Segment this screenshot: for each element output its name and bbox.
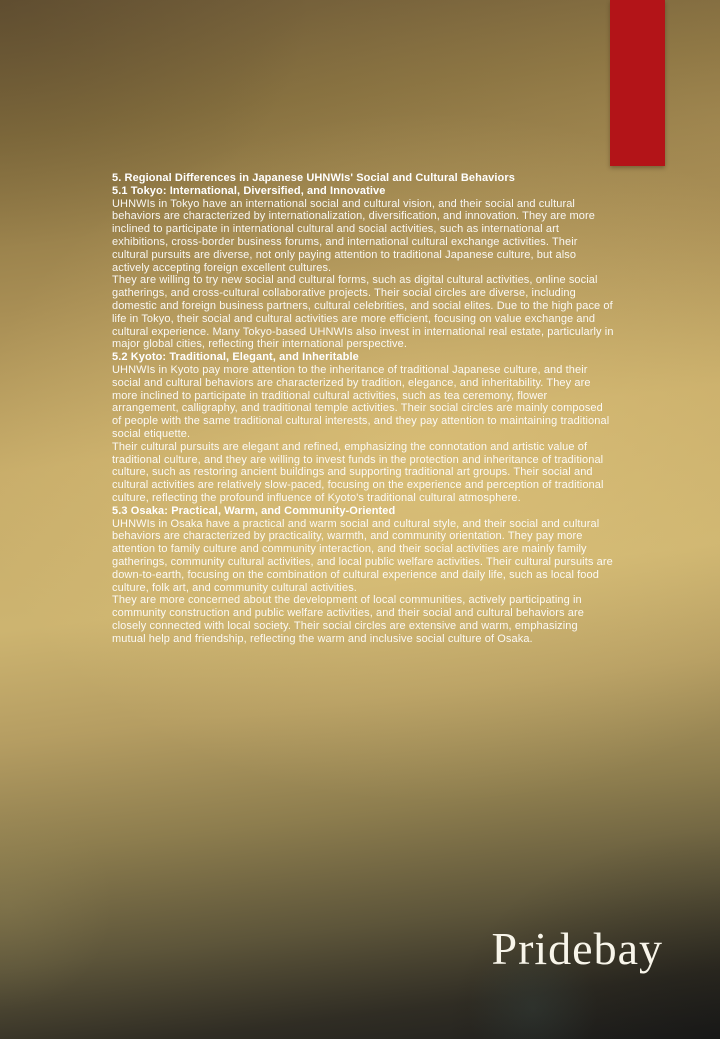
paragraph-tokyo-1: UHNWIs in Tokyo have an international social and cultural vision, and their social and cultural behaviors are characterized by internationalization, diversification, and innovation. They are more inclined to participate in international cultural and social activities, such as international art exhibitions, cross-border business forums, and international cultural exchange activities. Their cultural pursuits are diverse, not only paying attention to traditional Japanese culture, but also actively accepting foreign excellent cultures. xyxy=(112,197,595,274)
heading-tokyo: 5.1 Tokyo: International, Diversified, and Innovative xyxy=(112,184,386,197)
paragraph-osaka-2: They are more concerned about the development of local communities, actively participating in community construction and public welfare activities, and their social and cultural behaviors are closely connected with local society. Their social circles are extensive and warm, emphasizing mutual help and friendship, reflecting the warm and inclusive social culture of Osaka. xyxy=(112,594,584,645)
slide-title: 5. Regional Differences in Japanese UHNWIs' Social and Cultural Behaviors xyxy=(112,172,515,184)
paragraph-osaka-1: UHNWIs in Osaka have a practical and warm social and cultural style, and their social and cultural behaviors are characterized by practicality, warmth, and community orientation. They pay more attention to family culture and community interaction, and their social activities are mainly family gatherings, community cultural activities, and local public welfare activities. Their cultural pursuits are down-to-earth, focusing on the combination of cultural experience and daily life, such as local food culture, folk art, and community cultural activities. xyxy=(112,517,613,594)
slide-content xyxy=(112,172,614,645)
paragraph-tokyo-2: They are willing to try new social and cultural forms, such as digital cultural activities, online social gatherings, and cross-cultural collaborative projects. Their social circles are diverse, including domestic and foreign business partners, cultural celebrities, and social elites. Due to the high pace of life in Tokyo, their social and cultural activities are more efficient, focusing on value exchange and cultural experience. Many Tokyo-based UHNWIs also invest in international real estate, particularly in major global cities, reflecting their international perspective. xyxy=(112,274,614,351)
paragraph-kyoto-1: UHNWIs in Kyoto pay more attention to the inheritance of traditional Japanese culture, and their social and cultural behaviors are characterized by tradition, elegance, and inheritability. They are more inclined to participate in traditional cultural activities, such as tea ceremony, flower arrangement, calligraphy, and traditional temple activities. Their social circles are mainly composed of people with the same traditional cultural interests, and they pay attention to maintaining traditional social etiquette. xyxy=(112,363,610,440)
heading-kyoto: 5.2 Kyoto: Traditional, Elegant, and Inheritable xyxy=(112,351,359,364)
red-accent-bar xyxy=(610,0,665,166)
paragraph-kyoto-2: Their cultural pursuits are elegant and refined, emphasizing the connotation and artistic value of traditional culture, and they are willing to invest funds in the protection and inheritance of traditional culture, such as restoring ancient buildings and supporting traditional art groups. Their social and cultural activities are relatively slow-paced, focusing on the experience and perception of traditional culture, reflecting the profound influence of Kyoto's traditional cultural atmosphere. xyxy=(112,440,604,504)
pridebay-logo: Pridebay xyxy=(491,923,663,974)
heading-osaka: 5.3 Osaka: Practical, Warm, and Community-Oriented xyxy=(112,504,396,517)
